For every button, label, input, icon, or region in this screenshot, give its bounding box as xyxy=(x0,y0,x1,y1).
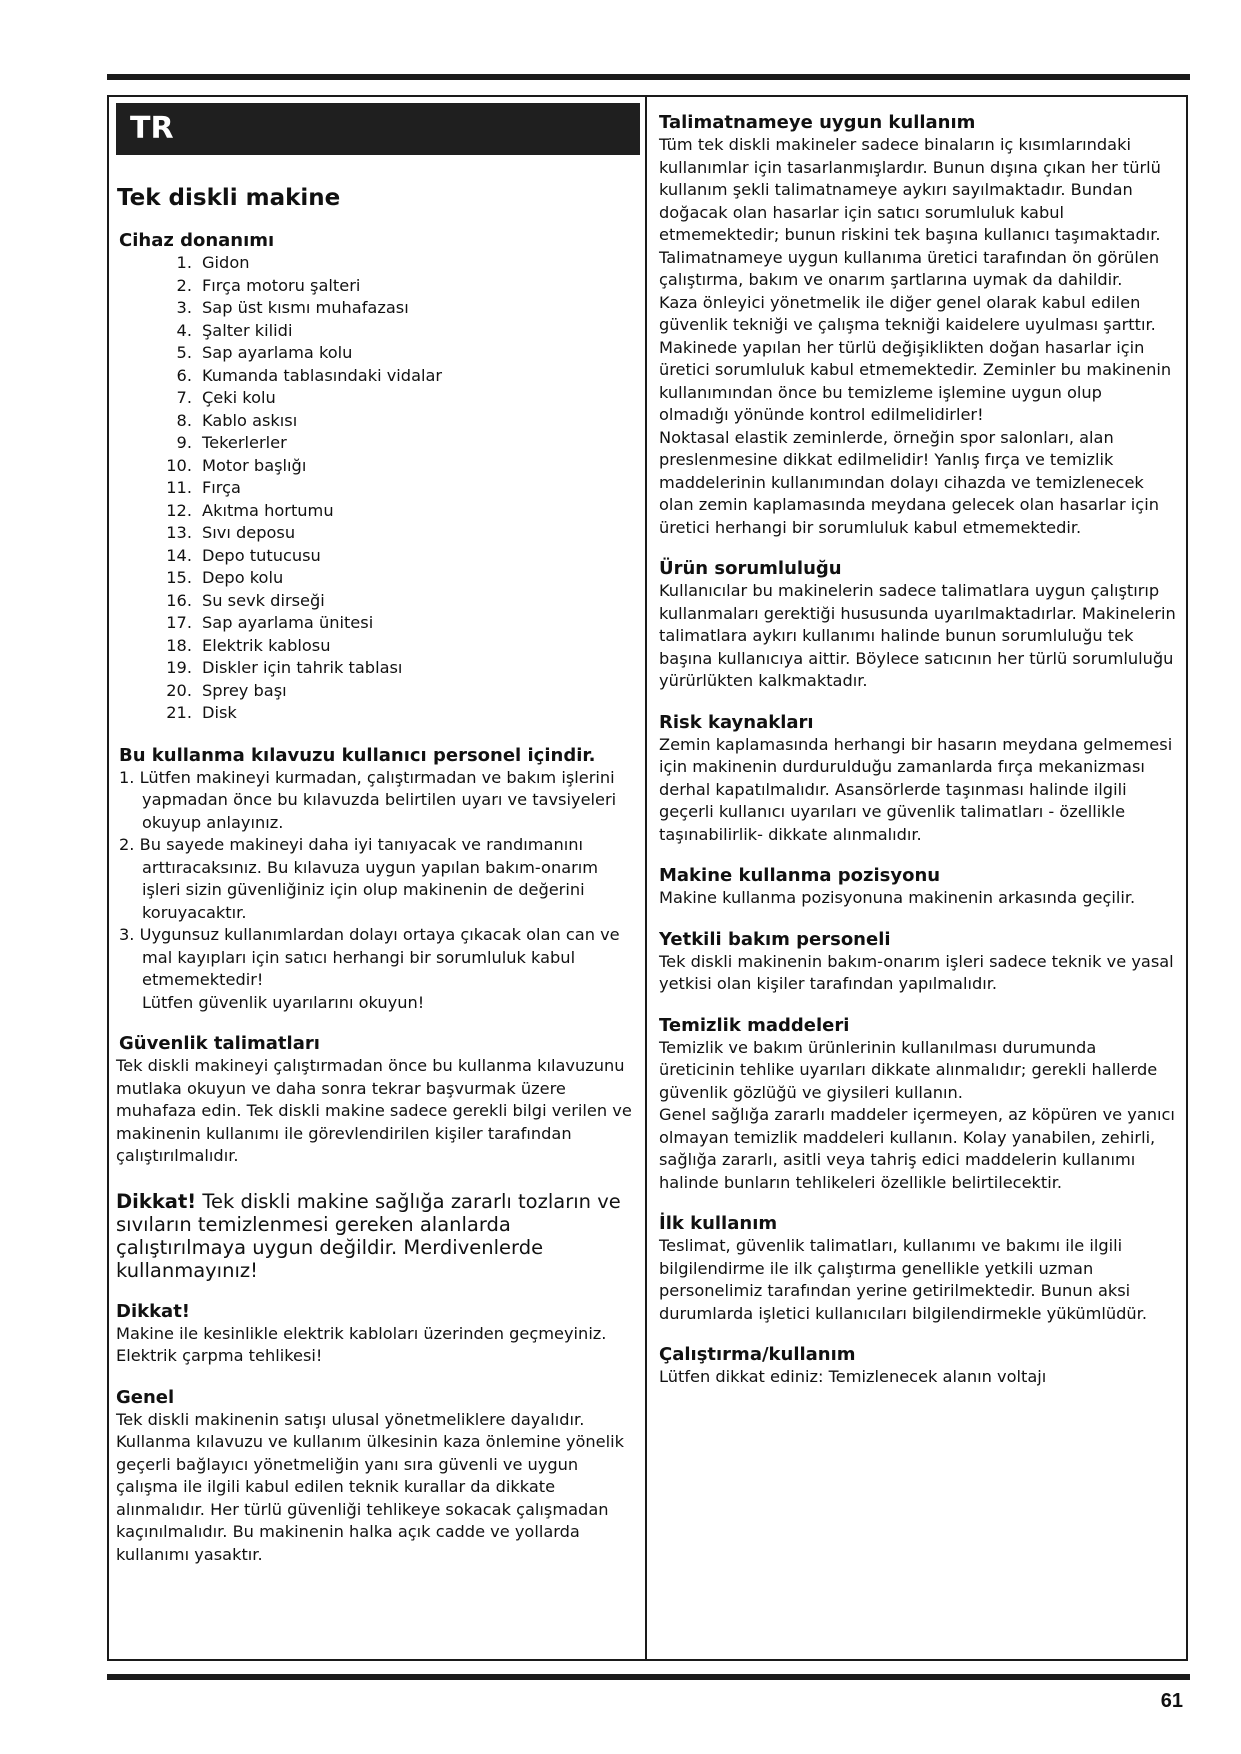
list-item xyxy=(154,567,640,590)
equipment-list xyxy=(119,252,640,725)
list-item-number: 7. xyxy=(176,388,192,407)
list-item-number: 6. xyxy=(176,365,192,385)
list-item-number: 13. xyxy=(166,523,192,542)
safety-text: Tek diskli makineyi çalıştırmadan önce bu kullanma kılavuzunu mutlaka okuyun ve daha sonra tekrar başvurmak üzere muhafaza edin. Tek diskli makine sadece gerekli bilgi verilen ve makinenin kullanımı ile görevlendirilen kişiler tarafından çalıştırılmalıdır. xyxy=(116,1056,632,1165)
warning-label: Dikkat! xyxy=(116,1189,197,1213)
electric-warning-text: Makine ile kesinlikle elektrik kabloları üzerinden geçmeyiniz. Elektrik çarpma tehlikesi! xyxy=(116,1323,607,1365)
list-item xyxy=(154,680,640,703)
list-item: 1. Lütfen makineyi kurmadan, çalıştırmadan ve bakım işlerini yapmadan önce bu kılavuzda belirtilen uyarı ve tavsiyeleri okuyup anlayınız. xyxy=(119,767,617,832)
list-item: 2. Bu sayede makineyi daha iyi tanıyacak ve randımanını arttıracaksınız. Bu kılavuza uygun yapılan bakım-onarım işleri sizin güvenliğiniz için olup makinenin de değerini koruyacaktır. xyxy=(119,835,599,922)
list-item-label: Sap ayarlama kolu xyxy=(202,343,353,362)
list-item xyxy=(154,320,640,343)
general-text-1: Tek diskli makinenin satışı ulusal yönetmeliklere dayalıdır. Kullanma kılavuzu ve kullanım ülkesinin kaza önlemine yönelik xyxy=(116,1409,625,1451)
list-item-label: Depo kolu xyxy=(202,568,284,587)
list-item-label: Çeki kolu xyxy=(202,388,276,407)
list-item-label: Kablo askısı xyxy=(202,410,298,430)
operating-position-heading: Makine kullanma pozisyonu xyxy=(659,865,941,886)
maintenance-staff-text: Tek diskli makinenin bakım-onarım işleri sadece teknik ve yasal yetkisi olan kişiler tarafından yapılmalıdır. xyxy=(659,951,1174,993)
list-item-label: Sprey başı xyxy=(202,680,287,700)
product-liability-heading: Ürün sorumluluğu xyxy=(659,558,842,579)
list-item-number: 10. xyxy=(166,455,192,475)
cleaning-agents-text-2: Genel sağlığa zararlı maddeler içermeyen, az köpüren ve yanıcı olmayan temizlik maddeleri kullanın. Kolay yanabilen, zehirli, sağlığa zararlı, asitli veya tahriş edici maddelerin kullanımı halinde bunların tehlikeleri özellikle belirtilecektir. xyxy=(659,1105,1175,1192)
electric-warning-heading: Dikkat! xyxy=(116,1300,191,1322)
risk-sources-text: Zemin kaplamasında herhangi bir hasarın meydana gelmemesi için makinenin durdurulduğu zamanlarda fırça mekanizması derhal kapatılmalıdır. Asansörlerde taşınması halinde ilgili geçerli kullanıcı uyarıları ve güvenlik talimatları - özellikle taşınabilirlik- dikkate alınmalıdır. xyxy=(659,734,1173,844)
cleaning-agents-text-1: Temizlik ve bakım ürünlerinin kullanılması durumunda üreticinin tehlike uyarıları dikkate alınmalıdır; gerekli hallerde güvenlik gözlüğü ve giysileri kullanın. xyxy=(659,1037,1158,1102)
manual-notice-section xyxy=(116,744,640,1015)
operating-position-text: Makine kullanma pozisyonuna makinenin arkasında geçilir. xyxy=(659,888,1136,907)
list-item-number: 3. xyxy=(176,298,192,317)
risk-sources-section xyxy=(659,711,1176,847)
list-item xyxy=(154,500,640,523)
list-item xyxy=(154,252,640,275)
list-item-number: 1. xyxy=(176,253,192,272)
list-item-number: 12. xyxy=(166,500,192,520)
list-item xyxy=(154,387,640,410)
maintenance-staff-heading: Yetkili bakım personeli xyxy=(659,928,891,950)
list-item xyxy=(154,545,640,568)
list-item-number: 16. xyxy=(166,590,192,610)
list-item xyxy=(154,297,640,320)
intended-use-text-1: Tüm tek diskli makineler sadece binaların iç kısımlarındaki kullanımlar için tasarlanmışlardır. Bunun dışına çıkan her türlü kullanım şekli talimatnameye aykırı sayılmaktadır. Bundan doğacak olan hasarlar için satıcı sorumluluk kabul etmemektedir; bunun riskini tek başına kullanıcı taşımaktadır. Talimatnameye uygun kullanıma üretici tarafından ön görülen çalıştırma, bakım ve onarım şartlarına uymak da dahildir. xyxy=(659,135,1161,289)
list-item xyxy=(154,702,640,725)
list-item-label: Gidon xyxy=(202,253,250,272)
equipment-heading: Cihaz donanımı xyxy=(119,230,275,251)
general-heading: Genel xyxy=(116,1386,175,1408)
product-liability-text: Kullanıcılar bu makinelerin sadece talimatlara uygun çalıştırıp kullanmaları gerektiği hususunda uyarılmaktadırlar. Makinelerin talimatlara aykırı kullanımı halinde bunun sorumluluğu tek başına kullanıcıya aittir. Böylece satıcının her türlü sorumluluğu yürürlükten kalkmaktadır. xyxy=(659,581,1176,690)
list-item xyxy=(154,432,640,455)
manual-notice-list xyxy=(119,767,640,992)
list-item-label: Akıtma hortumu xyxy=(202,500,334,520)
operating-position-section xyxy=(659,864,1176,910)
list-item-number: 2. xyxy=(176,275,192,295)
list-item-number: 11. xyxy=(166,478,192,497)
list-item-label: Fırça motoru şalteri xyxy=(202,275,361,295)
list-item: 3. Uygunsuz kullanımlardan dolayı ortaya çıkacak olan can ve mal kayıpları için satıcı herhangi bir sorumluluk kabul etmemektedir! xyxy=(119,925,620,989)
list-item xyxy=(154,657,640,680)
list-item-label: Motor başlığı xyxy=(202,455,307,475)
list-item-label: Sıvı deposu xyxy=(202,523,296,542)
list-item xyxy=(154,522,640,545)
top-rule xyxy=(107,74,1190,80)
list-item-number: 18. xyxy=(166,635,192,655)
equipment-section xyxy=(116,229,640,725)
first-use-text: Teslimat, güvenlik talimatları, kullanımı ve bakımı ile ilgili bilgilendirme ile ilk çalıştırma genellikle yetkili uzman personelimiz tarafından yerine getirilmektedir. Bunun aksi durumlarda işletici kullanıcıları bilgilendirmekle yükümlüdür. xyxy=(659,1236,1147,1323)
intended-use-section xyxy=(659,111,1176,539)
list-item-number: 14. xyxy=(166,545,192,565)
manual-notice-heading: Bu kullanma kılavuzu kullanıcı personel içindir. xyxy=(119,744,596,766)
list-item-number: 9. xyxy=(176,433,192,452)
list-item-number: 5. xyxy=(176,343,192,362)
list-item xyxy=(154,635,640,658)
left-column xyxy=(109,97,647,1566)
safety-section xyxy=(116,1032,640,1168)
electric-warning-section xyxy=(116,1300,640,1368)
operation-heading: Çalıştırma/kullanım xyxy=(659,1344,856,1365)
content-frame xyxy=(107,95,1188,1661)
operation-text: Lütfen dikkat ediniz: Temizlenecek alanın voltajı xyxy=(659,1367,1047,1386)
list-item-label: Depo tutucusu xyxy=(202,545,321,565)
list-item xyxy=(154,590,640,613)
list-item-label: Sap ayarlama ünitesi xyxy=(202,613,374,632)
list-item-label: Tekerlerler xyxy=(202,433,287,452)
list-item-number: 4. xyxy=(176,320,192,340)
list-item xyxy=(154,477,640,500)
maintenance-staff-section xyxy=(659,928,1176,996)
cleaning-agents-heading: Temizlik maddeleri xyxy=(659,1014,850,1036)
page-number: 61 xyxy=(1160,1690,1183,1712)
first-use-section xyxy=(659,1212,1176,1325)
list-item-label: Elektrik kablosu xyxy=(202,635,331,655)
list-item xyxy=(154,365,640,388)
first-use-heading: İlk kullanım xyxy=(659,1213,778,1234)
intended-use-text-3: Noktasal elastik zeminlerde, örneğin spor salonları, alan preslenmesine dikkat edilmelidir! Yanlış fırça ve temizlik maddelerinin kullanımından dolayı cihazda ve temizlenecek olan zemin kaplamasında meydana gelecek olan hasarlar için üretici herhangi bir sorumluluk kabul etmemektedir. xyxy=(659,427,1159,537)
right-column xyxy=(649,97,1186,1389)
warning-section xyxy=(116,1190,640,1282)
list-item xyxy=(154,275,640,298)
list-item-number: 21. xyxy=(166,703,192,722)
list-item-number: 17. xyxy=(166,613,192,632)
list-item xyxy=(154,612,640,635)
general-section xyxy=(116,1386,640,1567)
list-item-label: Kumanda tablasındaki vidalar xyxy=(202,365,443,385)
list-item-label: Diskler için tahrik tablası xyxy=(202,658,403,677)
list-item xyxy=(154,410,640,433)
intended-use-text-2: Kaza önleyici yönetmelik ile diğer genel olarak kabul edilen güvenlik tekniği ve çalışma tekniği kaidelere uyulması şarttır. Makinede yapılan her türlü değişiklikten doğan hasarlar için üretici sorumluluk kabul etmemektedir. Zeminler bu makinenin kullanımından önce bu temizleme işlemine uygun olup olmadığı yönünde kontrol edilmelidirler! xyxy=(659,292,1172,424)
bottom-rule xyxy=(107,1674,1190,1680)
list-item xyxy=(154,455,640,478)
list-item-label: Disk xyxy=(202,703,237,722)
list-item xyxy=(154,342,640,365)
intended-use-heading: Talimatnameye uygun kullanım xyxy=(659,112,976,133)
document-title: Tek diskli makine xyxy=(117,185,341,211)
list-item-number: 8. xyxy=(176,410,192,430)
list-item-number: 20. xyxy=(166,680,192,700)
list-item-label: Fırça xyxy=(202,478,241,497)
general-text-2: geçerli bağlayıcı yönetmeliğin yanı sıra güvenli ve uygun çalışma ile ilgili kabul edilen teknik kurallar da dikkate alınmalıdır. Her türlü güvenliği tehlikeye sokacak çalışmadan kaçınılmalıdır. Bu makinenin halka açık cadde ve yollarda kullanımı yasaktır. xyxy=(116,1454,609,1564)
list-item-label: Şalter kilidi xyxy=(202,320,293,340)
product-liability-section xyxy=(659,557,1176,693)
list-item-label: Su sevk dirseği xyxy=(202,590,325,610)
risk-sources-heading: Risk kaynakları xyxy=(659,711,814,733)
language-tag: TR xyxy=(116,103,640,155)
column-divider xyxy=(645,95,647,1661)
cleaning-agents-section xyxy=(659,1014,1176,1195)
list-item-number: 19. xyxy=(166,658,192,677)
list-item-number: 15. xyxy=(166,568,192,587)
manual-notice-closing: Lütfen güvenlik uyarılarını okuyun! xyxy=(142,992,425,1012)
warning-text: Tek diskli makine sağlığa zararlı tozların ve sıvıların temizlenmesi gereken alanlarda çalıştırılmaya uygun değildir. Merdivenlerde kullanmayınız! xyxy=(116,1189,621,1282)
list-item-label: Sap üst kısmı muhafazası xyxy=(202,298,409,317)
operation-section xyxy=(659,1343,1176,1389)
safety-heading: Güvenlik talimatları xyxy=(119,1033,320,1054)
